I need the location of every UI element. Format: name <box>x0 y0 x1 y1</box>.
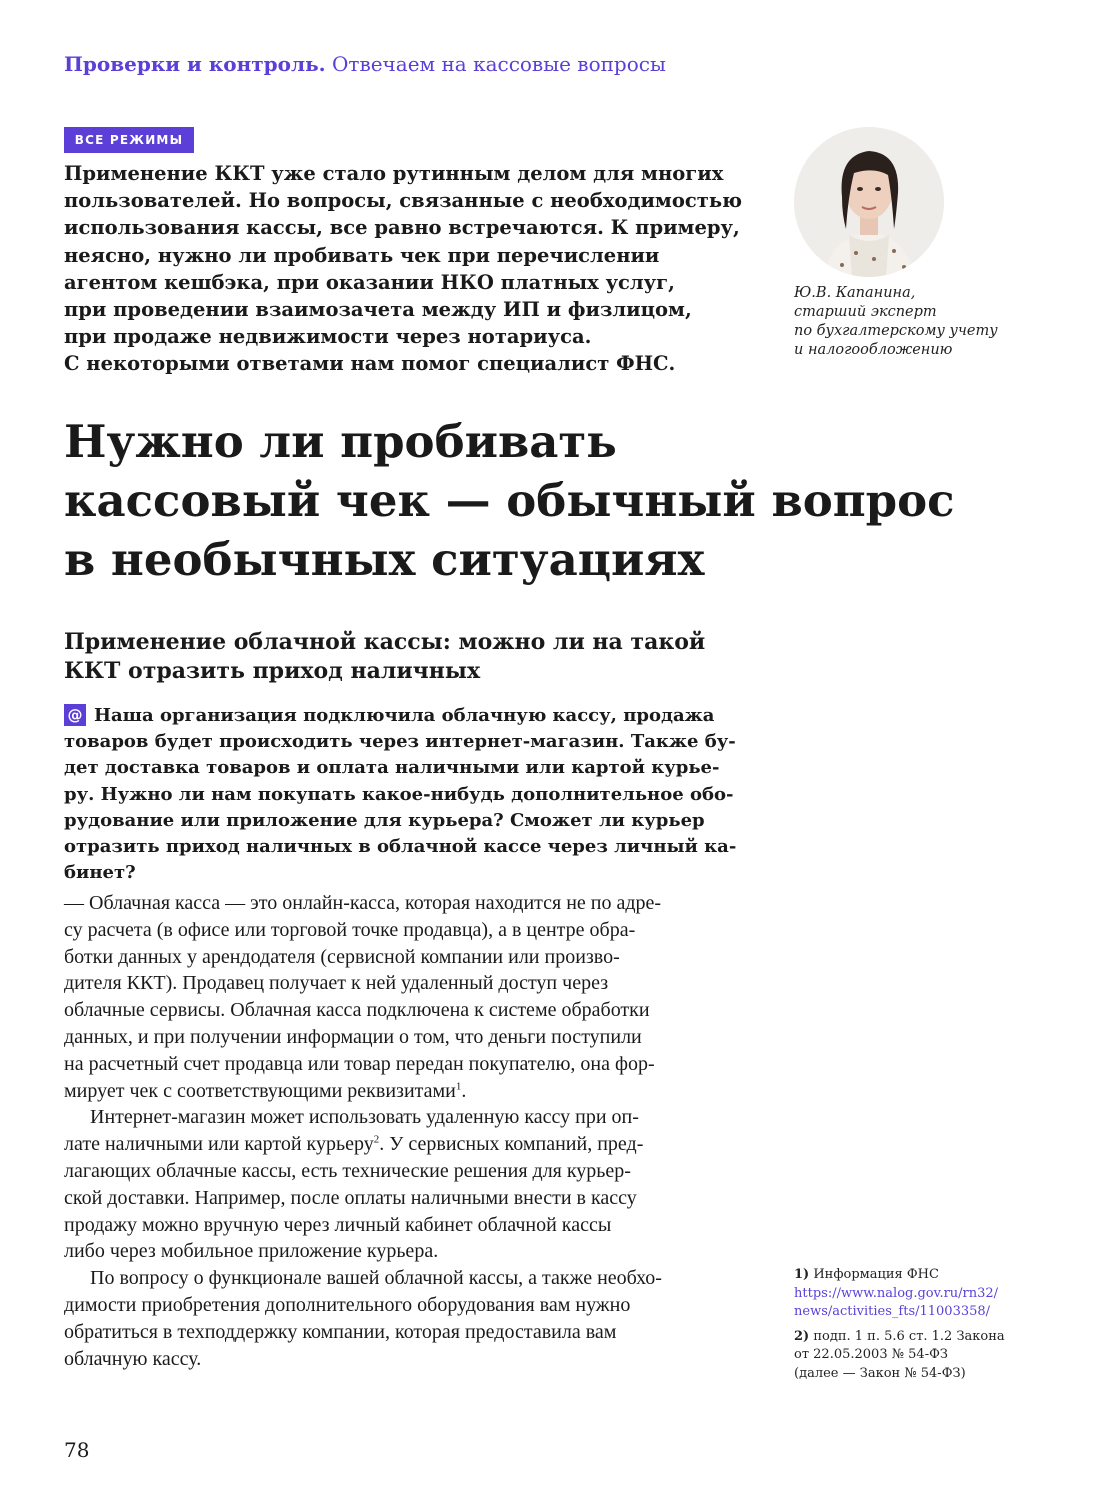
footnote-1: 1) Информация ФНС https://www.nalog.gov.ru/rn32/ news/activities_fts/11003358/ <box>794 1266 1024 1322</box>
answer-line: обратиться в техподдержку компании, которая предоставила вам <box>64 1320 617 1343</box>
footnote-link[interactable]: news/activities_fts/11003358/ <box>794 1304 991 1319</box>
answer-line: лагающих облачные кассы, есть технические решения для курьер- <box>64 1159 631 1182</box>
author-name: Ю.В. Капанина, <box>794 285 916 301</box>
author-role-line: по бухгалтерскому учету <box>794 323 998 339</box>
footnote-ref: 1 <box>455 1079 462 1092</box>
page-number: 78 <box>64 1438 90 1462</box>
lead-line: использования кассы, все равно встречаются. К примеру, <box>64 216 740 240</box>
title-line: в необычных ситуациях <box>64 533 705 586</box>
author-portrait-icon <box>794 127 944 277</box>
section-subtitle <box>64 628 705 686</box>
answer-line: облачную кассу. <box>64 1347 202 1370</box>
answer-line: либо через мобильное приложение курьера. <box>64 1240 439 1263</box>
answer-line: мирует чек с соответствующими реквизитами$^1$. <box>64 1079 467 1102</box>
regime-badge: ВСЕ РЕЖИМЫ <box>64 127 194 153</box>
reader-question <box>64 703 744 886</box>
footnotes <box>794 1266 1024 1389</box>
question-line: отразить приход наличных в облачной кассе через личный ка- <box>64 836 737 858</box>
answer-line: ской доставки. Например, после оплаты наличными внести в кассу <box>64 1186 637 1209</box>
answer-line: димости приобретения дополнительного оборудования вам нужно <box>64 1293 631 1316</box>
question-line: дет доставка товаров и оплата наличными или картой курье- <box>64 757 720 779</box>
author-role-line: старший эксперт <box>794 304 937 320</box>
answer-line: дителя ККТ). Продавец получает к ней удаленный доступ через <box>64 972 609 995</box>
footnote-line: (далее — Закон № 54-ФЗ) <box>794 1365 966 1381</box>
email-at-icon: @ <box>64 704 86 726</box>
question-line: рудование или приложение для курьера? Сможет ли курьер <box>64 809 705 831</box>
answer-line: данных, и при получении информации о том, что деньги поступили <box>64 1025 642 1048</box>
footnote-number: 1) <box>794 1267 810 1282</box>
subtitle-line: Применение облачной кассы: можно ли на такой <box>64 629 706 655</box>
footnote-ref: 2 <box>373 1133 380 1146</box>
author-role-line: и налогообложению <box>794 342 953 358</box>
lead-line: неясно, нужно ли пробивать чек при перечислении <box>64 243 660 267</box>
footnote-number: 2) <box>794 1328 810 1344</box>
answer-line: — Облачная касса — это онлайн-касса, которая находится не по адре- <box>64 892 662 914</box>
answer-line: Интернет-магазин может использовать удаленную кассу при оп- <box>90 1106 639 1129</box>
lead-line: агентом кешбэка, при оказании НКО платных услуг, <box>64 270 675 294</box>
title-line: кассовый чек — обычный вопрос <box>64 474 955 527</box>
answer-line: су расчета (в офисе или торговой точке продавца), а в центре обра- <box>64 918 636 941</box>
section-name: Проверки и контроль. <box>64 52 326 76</box>
lead-line: С некоторыми ответами нам помог специалист ФНС. <box>64 352 676 376</box>
question-line: товаров будет происходить через интернет-магазин. Также бу- <box>64 731 736 753</box>
lead-line: Применение ККТ уже стало рутинным делом для многих <box>64 162 724 185</box>
subtitle-line: ККТ отразить приход наличных <box>64 658 481 684</box>
title-line: Нужно ли пробивать <box>64 415 617 468</box>
answer-line: продажу можно вручную через личный кабинет облачной кассы <box>64 1213 612 1236</box>
lead-paragraph <box>64 160 754 378</box>
author-photo <box>794 127 944 277</box>
answer-line: ботки данных у арендодателя (сервисной компании или произво- <box>64 945 620 968</box>
footnote-link[interactable]: https://www.nalog.gov.ru/rn32/ <box>794 1285 999 1301</box>
lead-line: при продаже недвижимости через нотариуса. <box>64 325 592 349</box>
question-line: бинет? <box>64 862 136 884</box>
footnote-line: от 22.05.2003 № 54-ФЗ <box>794 1347 948 1362</box>
lead-line: при проведении взаимозачета между ИП и физлицом, <box>64 298 692 322</box>
running-header <box>64 52 666 76</box>
section-topic: Отвечаем на кассовые вопросы <box>332 52 666 76</box>
article-title <box>64 412 955 589</box>
question-line: ру. Нужно ли нам покупать какое-нибудь дополнительное обо- <box>64 783 734 805</box>
answer-line: облачные сервисы. Облачная касса подключена к системе обработки <box>64 999 650 1022</box>
author-caption <box>794 284 998 360</box>
expert-answer <box>64 890 744 1372</box>
answer-line: на расчетный счет продавца или товар передан покупателю, она фор- <box>64 1052 655 1075</box>
answer-line: лате наличными или картой курьеру$^2$. У сервисных компаний, пред- <box>64 1133 644 1156</box>
footnote-2: 2) подп. 1 п. 5.6 ст. 1.2 Закона от 22.05.2003 № 54-ФЗ (далее — Закон № 54-ФЗ) <box>794 1328 1024 1384</box>
lead-line: пользователей. Но вопросы, связанные с необходимостью <box>64 189 743 213</box>
question-line: @ Наша организация подключила облачную кассу, продажа <box>64 703 744 729</box>
answer-line: По вопросу о функционале вашей облачной кассы, а также необхо- <box>90 1267 662 1290</box>
